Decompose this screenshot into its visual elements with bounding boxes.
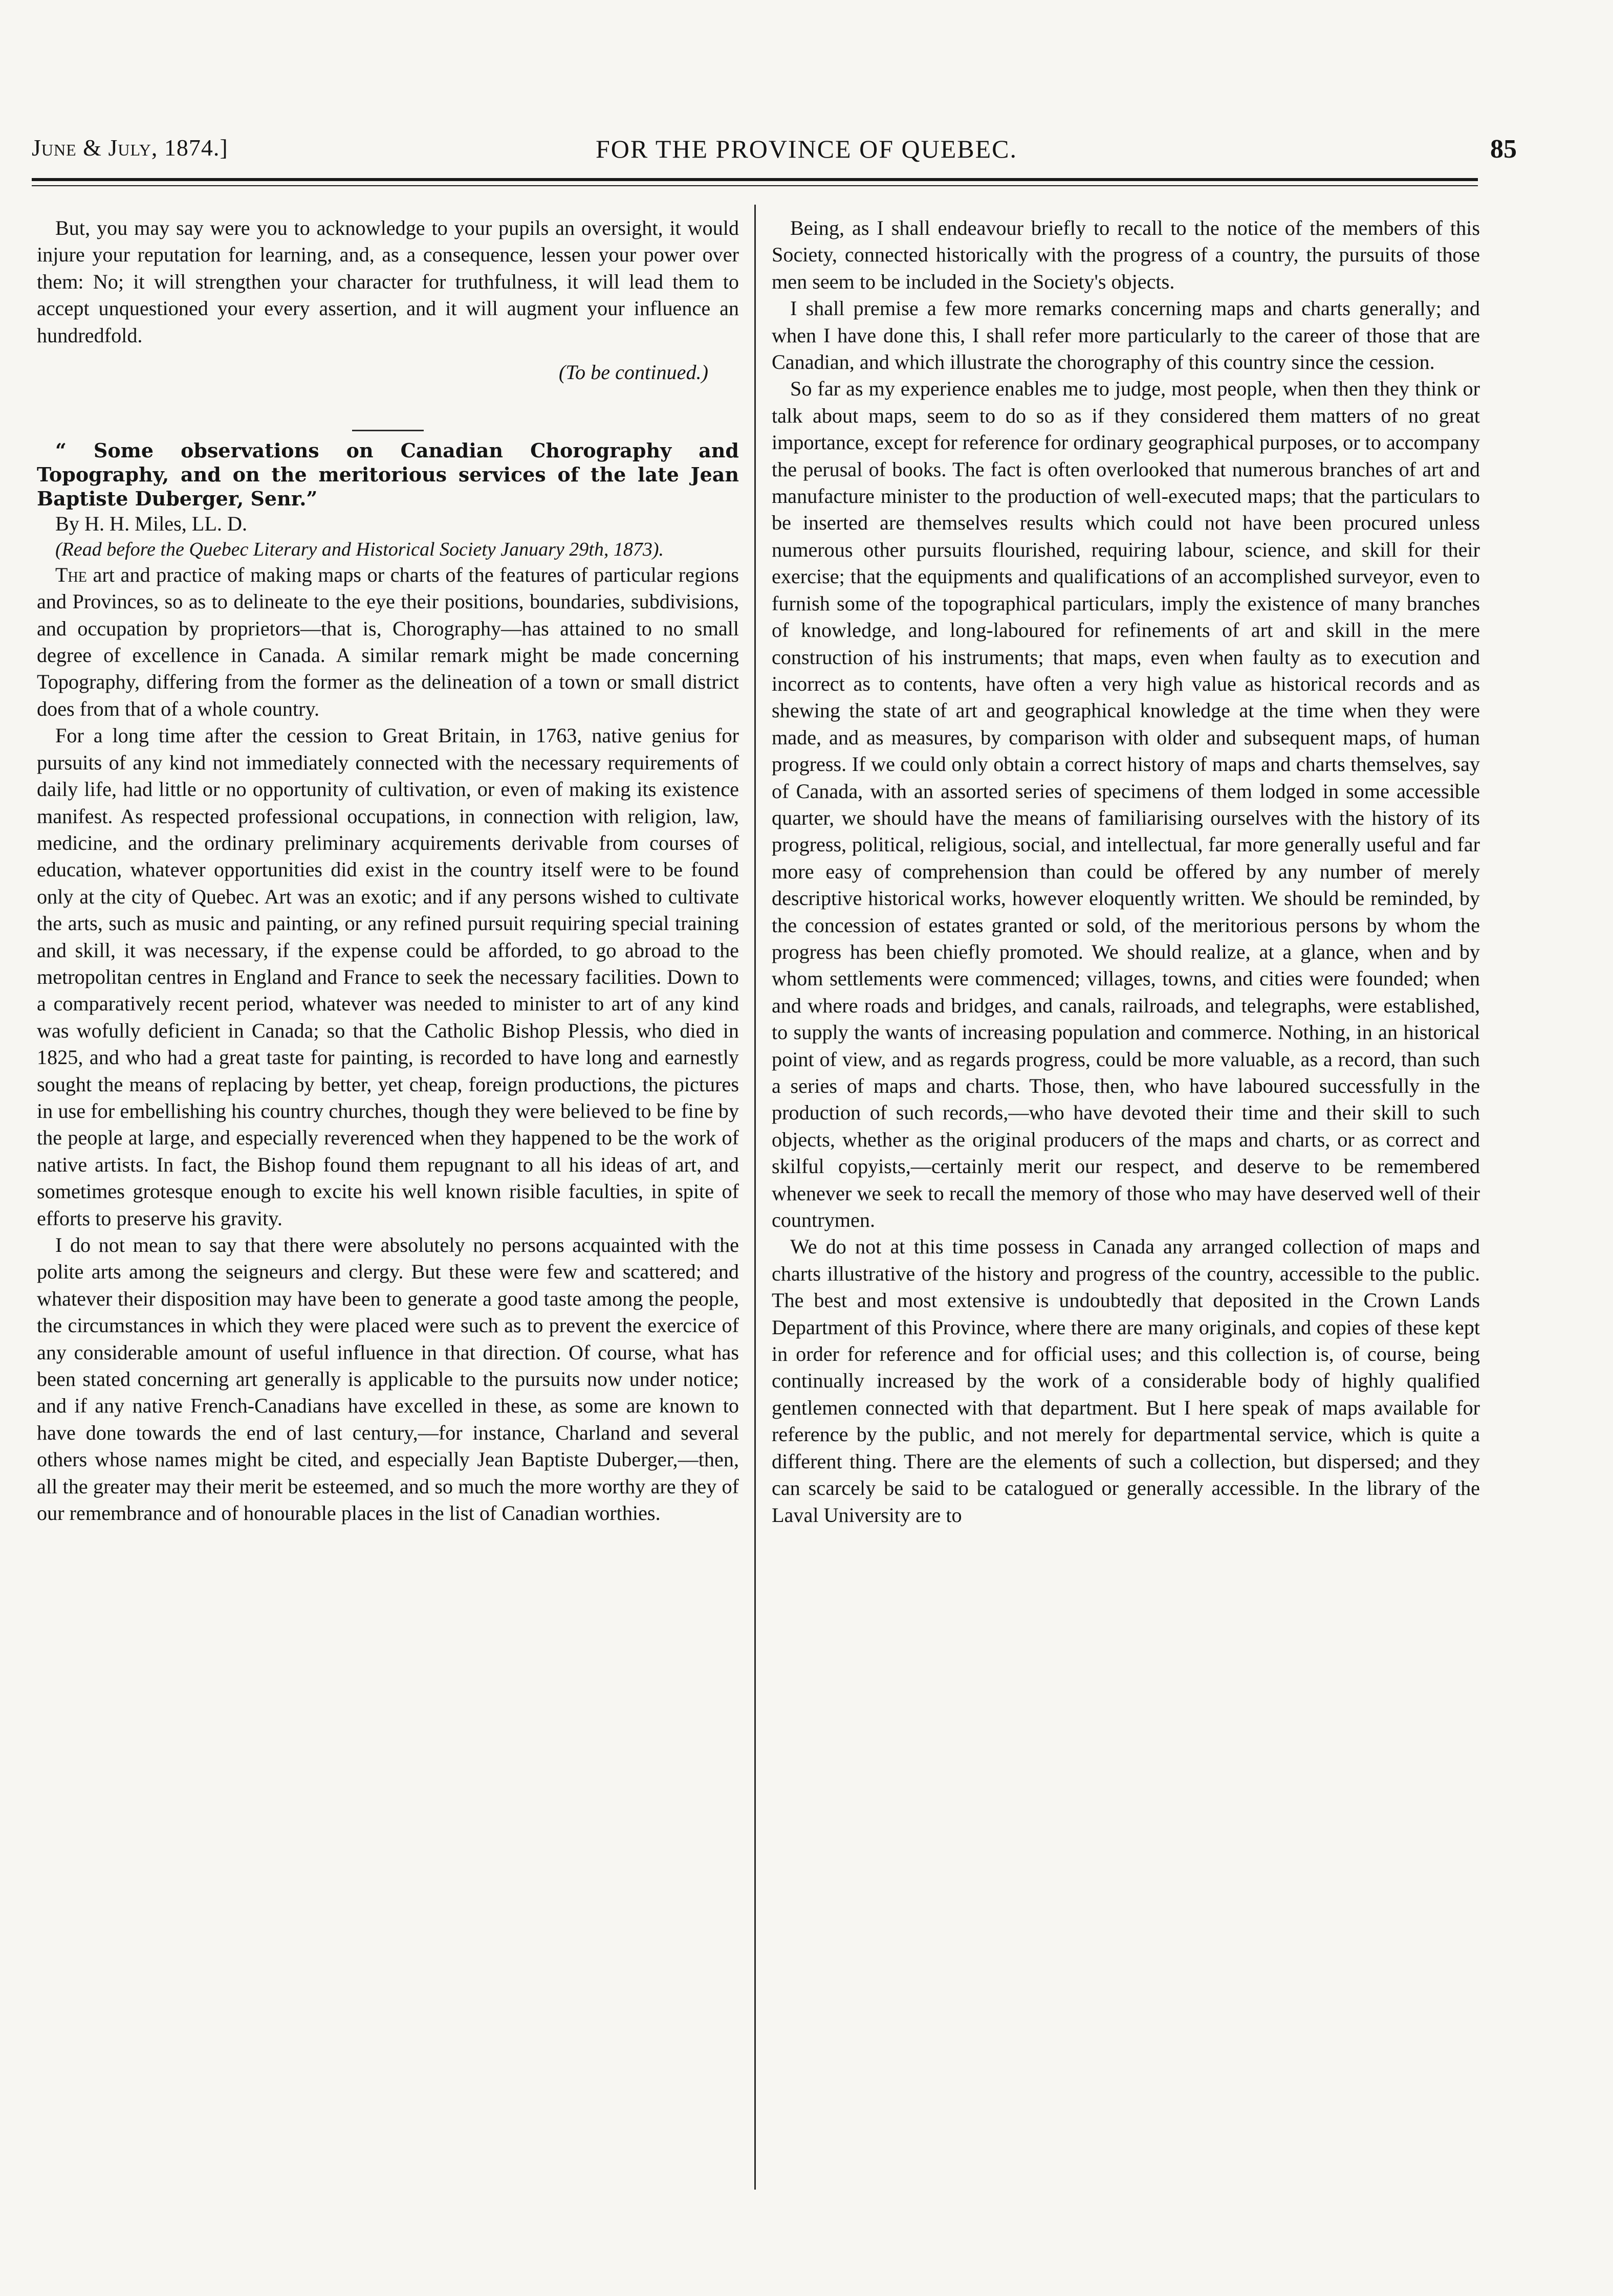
column-divider: [754, 205, 756, 2190]
left-column: [37, 215, 739, 1527]
paragraph: I do not mean to say that there were absolutely no persons acquainted with the polite arts among the seigneurs and clergy. But these were few and scattered; and whatever their disposition may have been to generate a good taste among the people, the circumstances in which they were placed were such as to prevent the exercice of any considerable amount of useful influence in that direction. Of course, what has been stated concerning art generally is applicable to the pursuits now under notice; and if any native French-Canadians have excelled in these, as some are known to have done towards the end of last century,—for instance, Charland and several others whose names might be cited, and especially Jean Baptiste Duberger,—then, all the greater may their merit be esteemed, and so much the more worthy are they of our remembrance and of honourable places in the list of Canadian worthies.: [37, 1233, 739, 1525]
paragraph: We do not at this time possess in Canada any arranged collection of maps and charts illustrative of the history and progress of the country, accessible to the public. The best and most extensive is undoubtedly that deposited in the Crown Lands Department of this Province, where there are many originals, and copies of these kept in order for reference and for official uses; and this collection is, of course, being continually increased by the work of a considerable body of highly qualified gentlemen connected with that department. But I here speak of maps available for reference by the public, and not merely for departmental service, which is quite a different thing. There are the elements of such a collection, but dispersed; and they can scarcely be said to be catalogued or generally accessible. In the library of the Laval University are to: [772, 1235, 1480, 1527]
article-title: “ Some observations on Canadian Chorography and Topography, and on the meritorious services of the late Jean Baptiste Duberger, Senr.”: [37, 439, 739, 511]
paragraph: For a long time after the cession to Great Britain, in 1763, native genius for pursuits of any kind not immediately connected with the necessary requirements of daily life, had little or no opportunity of cultivation, or even of making its existence manifest. As respected professional occupations, in connection with religion, law, medicine, and the ordinary preliminary acquirements derivable from courses of education, whatever opportunities did exist in the country itself were to be found only at the city of Quebec. Art was an exotic; and if any persons wished to cultivate the arts, such as music and painting, or any refined pursuit requiring special training and skill, it was necessary, if the expense could be afforded, to go abroad to the metropolitan centres in England and France to seek the necessary facilities. Down to a comparatively recent period, whatever was needed to minister to art of any kind was wofully deficient in Canada; so that the Catholic Bishop Plessis, who died in 1825, and who had a great taste for painting, is recorded to have long and earnestly sought the means of replacing by better, yet cheap, foreign productions, the pictures in use for embellishing his country churches, though they were believed to be fine by the people at large, and especially reverenced when they happened to be the work of native artists. In fact, the Bishop found them repugnant to all his ideas of art, and sometimes grotesque enough to excite his well known risible faculties, in spite of efforts to preserve his gravity.: [37, 724, 739, 1230]
paragraph: I shall premise a few more remarks concerning maps and charts generally; and when I have done this, I shall refer more particularly to the career of those that are Canadian, and which illustrate the chorography of this country since the cession.: [772, 297, 1480, 374]
lead-word: The: [55, 563, 87, 586]
right-column: [772, 215, 1480, 1529]
header-rule-thin: [32, 185, 1478, 186]
byline: By H. H. Miles, LL. D.: [55, 512, 248, 536]
running-head-date: June & July, 1874.]: [32, 135, 228, 161]
section-divider: [352, 430, 424, 431]
read-note: (Read before the Quebec Literary and Historical Society January 29th, 1873).: [55, 538, 664, 560]
page-number: 85: [1490, 135, 1517, 164]
header-rule-thick: [32, 178, 1478, 181]
paragraph: So far as my experience enables me to judge, most people, when then they think or talk about maps, seem to do so as if they considered them matters of no great importance, except for reference for ordinary geographical purposes, or to accompany the perusal of books. The fact is often overlooked that numerous branches of art and manufacture minister to the production of well-executed maps; that the particulars to be inserted are themselves results which could not have been procured unless numerous other pursuits flourished, requiring labour, science, and skill for their exercise; that the equipments and qualifications of an accomplished surveyor, even to furnish some of the topographical particulars, imply the existence of many branches of knowledge, and long-laboured for refinements of art and skill in the mere construction of his instruments; that maps, even when faulty as to execution and incorrect as to contents, have often a very high value as historical records and as shewing the state of art and geographical knowledge at the time when they were made, and as measures, by comparison with older and subsequent maps, of human progress. If we could only obtain a correct history of maps and charts themselves, say of Canada, with an assorted series of specimens of them lodged in some accessible quarter, we should have the means of familiarising ourselves with the history of its progress, political, religious, social, and intellectual, far more generally useful and far more easy of comprehension than could be offered by any number of merely descriptive historical works, however eloquently written. We should be reminded, by the concession of estates granted or sold, of the meritorious persons by whom the progress has been chiefly promoted. We should realize, at a glance, when and by whom settlements were commenced; villages, towns, and cities were founded; when and where roads and bridges, and canals, railroads, and telegraphs, were established, to supply the wants of increasing population and commerce. Nothing, in an historical point of view, and as regards progress, could be more valuable, as a record, than such a series of maps and charts. Those, then, who have laboured successfully in the production of such records,—who have devoted their time and their skill to such objects, whether as the original producers of the maps and charts, or as correct and skilful copyists,—certainly merit our respect, and deserve to be remembered whenever we seek to recall the memory of those who may have deserved well of their countrymen.: [772, 377, 1480, 1232]
paragraph-text: art and practice of making maps or charts of the features of particular regions and Provinces, so as to delineate to the eye their positions, boundaries, subdivisions, and occupation by proprietors—that is, Chorography—has attained to no small degree of excellence in Canada. A similar remark might be made concerning Topography, differing from the former as the delineation of a town or small district does from that of a whole country.: [37, 563, 739, 720]
running-head-title: FOR THE PROVINCE OF QUEBEC.: [596, 135, 1017, 163]
paragraph: [37, 562, 739, 722]
to-be-continued-note: (To be continued.): [558, 361, 708, 384]
paragraph: But, you may say were you to acknowledge to your pupils an oversight, it would injure your reputation for learning, and, as a consequence, lessen your power over them: No; it will strengthen your character for truthfulness, it will lead them to accept unquestioned your every assertion, and it will augment your influence an hundredfold.: [37, 216, 739, 347]
paragraph: Being, as I shall endeavour briefly to recall to the notice of the members of this Society, connected historically with the progress of a country, the pursuits of those men seem to be included in the Society's objects.: [772, 216, 1480, 293]
